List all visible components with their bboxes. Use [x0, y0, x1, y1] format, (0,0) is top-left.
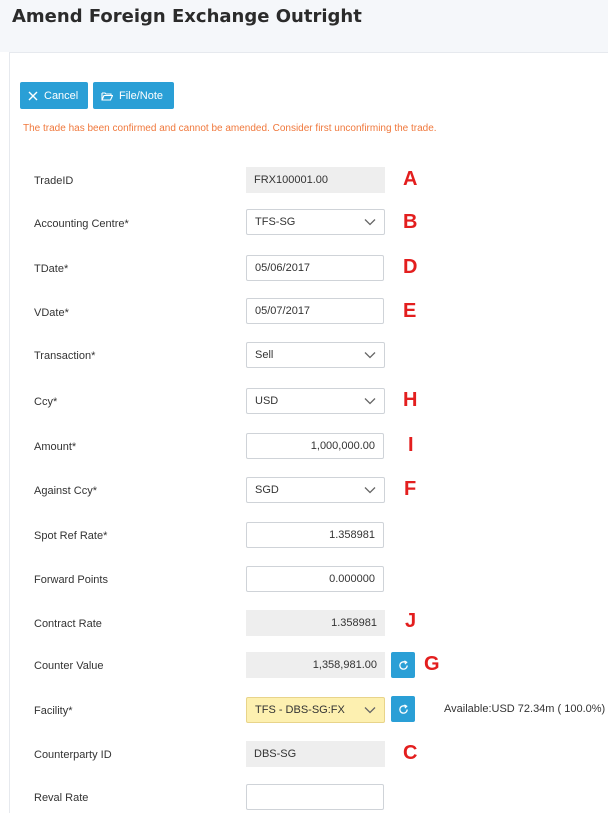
accounting-centre-value: TFS-SG [255, 216, 296, 228]
spot-ref-rate-input[interactable]: 1.358981 [246, 522, 384, 548]
contract-rate-label: Contract Rate [34, 618, 102, 630]
against-ccy-select[interactable] [246, 477, 385, 503]
trade-id-value: FRX100001.00 [246, 167, 385, 193]
ccy-label: Ccy* [34, 396, 58, 408]
counterparty-id-label: Counterparty ID [34, 749, 112, 761]
forward-points-label: Forward Points [34, 574, 108, 586]
counter-value-label: Counter Value [34, 660, 104, 672]
counter-value-refresh-button[interactable] [391, 652, 415, 678]
contract-rate-value: 1.358981 [246, 610, 385, 636]
forward-points-input[interactable]: 0.000000 [246, 566, 384, 592]
against-ccy-label: Against Ccy* [34, 485, 97, 497]
spot-ref-rate-label: Spot Ref Rate* [34, 530, 108, 542]
facility-refresh-button[interactable] [391, 696, 415, 722]
cancel-button-label: Cancel [44, 89, 79, 102]
marker-g: G [424, 653, 440, 675]
reval-rate-input[interactable] [246, 784, 384, 810]
page-title: Amend Foreign Exchange Outright [12, 6, 362, 27]
marker-h: H [403, 389, 418, 411]
counterparty-id-value: DBS-SG [246, 741, 385, 767]
facility-select[interactable] [246, 697, 385, 723]
refresh-icon [398, 704, 409, 715]
chevron-down-icon [364, 706, 376, 714]
chevron-down-icon [364, 486, 376, 494]
filenote-button[interactable] [93, 82, 174, 109]
marker-d: D [403, 256, 418, 278]
amount-label: Amount* [34, 441, 77, 453]
ccy-value: USD [255, 395, 279, 407]
marker-b: B [403, 211, 418, 233]
marker-j: J [405, 610, 417, 632]
against-ccy-value: SGD [255, 484, 279, 496]
counter-value-value: 1,358,981.00 [246, 652, 385, 678]
transaction-select[interactable] [246, 342, 385, 368]
marker-i: I [408, 434, 414, 456]
close-icon [28, 91, 38, 101]
refresh-icon [398, 660, 409, 671]
folder-open-icon [101, 91, 113, 101]
tdate-input[interactable]: 05/06/2017 [246, 255, 384, 281]
page-header [0, 0, 608, 52]
accounting-centre-label: Accounting Centre* [34, 218, 129, 230]
vdate-label: VDate* [34, 307, 69, 319]
marker-f: F [404, 478, 417, 500]
filenote-button-label: File/Note [119, 89, 164, 102]
amend-warning: The trade has been confirmed and cannot be amended. Consider first unconfirming the trade. [23, 123, 437, 134]
ccy-select[interactable] [246, 388, 385, 414]
chevron-down-icon [364, 397, 376, 405]
trade-id-label: TradeID [34, 175, 74, 187]
transaction-value: Sell [255, 349, 274, 361]
transaction-label: Transaction* [34, 350, 96, 362]
facility-value: TFS - DBS-SG:FX [255, 704, 345, 716]
chevron-down-icon [364, 351, 376, 359]
reval-rate-label: Reval Rate [34, 792, 89, 804]
facility-label: Facility* [34, 705, 73, 717]
accounting-centre-select[interactable] [246, 209, 385, 235]
cancel-button[interactable] [20, 82, 88, 109]
chevron-down-icon [364, 218, 376, 226]
amount-input[interactable]: 1,000,000.00 [246, 433, 384, 459]
tdate-label: TDate* [34, 263, 69, 275]
marker-c: C [403, 742, 418, 764]
marker-a: A [403, 168, 418, 190]
facility-available: Available:USD 72.34m ( 100.0%) [444, 703, 606, 715]
marker-e: E [403, 300, 417, 322]
vdate-input[interactable]: 05/07/2017 [246, 298, 384, 324]
